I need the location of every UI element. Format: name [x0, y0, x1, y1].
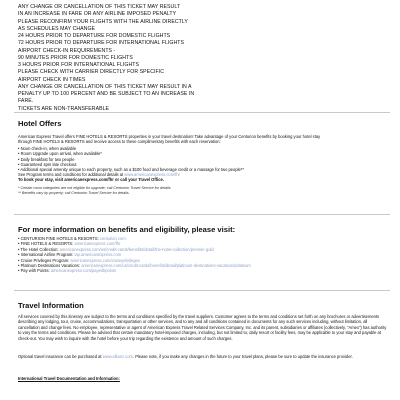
policy-line: 24 HOURS PRIOR TO DEPARTURE FOR DOMESTIC FLIGHTS	[18, 33, 171, 39]
ticket-policy-block	[18, 4, 390, 113]
policy-line: TICKETS ARE NON-TRANSFERABLE	[18, 105, 110, 112]
note-benefits: ** Benefits vary by property; call Centurion Travel Service for details.	[18, 191, 130, 196]
travel-terms-paragraph: All services covered by this itinerary are subject to the terms and conditions specified by the travel suppliers. Customer agrees to the terms and conditions set forth on any brochures or advertisements describing any lodging, tour, cruise, accommodations, transportation or other services, and to any and all conditions contained in documents for any such services including, without limitation, all cancellation and change fees. No employee, representative or agent of American Express Travel Related Services Company, Inc. and its parent, subsidiaries or affiliates (collectively, "Amex") has authority to vary the terms and conditions. Please be advised that certain mandatory hotel-imposed charges, including, but not limited to, daily resort or facility fees, may be applicable to your stay and payable at check-out. You may wish to inquire with the hotel before your trip regarding the existence and amount of such charges.	[18, 314, 387, 341]
policy-line: ANY CHANGE OR CANCELLATION OF THIS TICKET MAY RESULT IN A	[18, 83, 192, 90]
hotel-notes	[18, 186, 390, 197]
benefit-link[interactable]: americanexpress.com/us/credit-cards/benefits/detail/the-hotel-collection/premier-gold	[59, 246, 214, 252]
benefit-link[interactable]: americanexpress.com/cruiseprivileges	[70, 257, 140, 263]
program-terms-text: See Program terms and conditions for additional details at	[18, 172, 125, 177]
hotel-intro	[18, 134, 390, 145]
list-item: • Additional special amenity unique to each property, such as a $100 food and beverage credit or a massage for two people**	[18, 167, 390, 172]
list-item: • Guaranteed 4pm late checkout	[18, 162, 390, 167]
benefit-label: • Platinum Destinations Vacations:	[18, 263, 82, 269]
section-divider	[14, 290, 390, 291]
list-item: • Daily breakfast for two people	[18, 157, 390, 162]
benefit-label: • International Airline Program:	[18, 252, 75, 258]
policy-line: PLEASE CHECK WITH CARRIER DIRECTLY FOR SPECIFIC	[18, 69, 164, 76]
benefit-label: • CENTURION FINE HOTELS & RESORTS:	[18, 236, 100, 241]
hotel-program-terms	[18, 172, 390, 183]
benefit-link[interactable]: centurion.com	[99, 236, 126, 241]
insurance-text-b: . Please note, if you make any changes in the future to your travel plans, please be sure to update the insurance provider.	[132, 354, 353, 359]
benefit-item	[18, 268, 390, 273]
benefit-link[interactable]: americanexpress.com/fhr	[74, 241, 121, 247]
policy-line: FARE.	[18, 98, 34, 105]
travel-info-heading: Travel Information	[18, 301, 84, 310]
note-upgrade: * Certain room categories are not eligible for upgrade; call Centurion Travel Service for details	[18, 186, 171, 190]
benefit-label: • The Hotel Collection:	[18, 246, 60, 252]
hotel-intro-line-1: American Express Travel offers FINE HOTELS & RESORTS properties in your travel destination! Take advantage of your Centurion benefits by booking your hotel stay	[18, 134, 321, 139]
policy-line: PENALTY UP TO 100 PERCENT AND BE SUBJECT TO AN INCREASE IN	[18, 91, 195, 97]
benefit-label: • FINE HOTELS & RESORTS:	[18, 241, 75, 247]
benefit-link[interactable]: iap.americanexpress.com	[74, 252, 122, 258]
section-divider	[14, 214, 390, 215]
benefits-list	[18, 236, 390, 274]
policy-line: ANY CHANGE OR CANCELLATION OF THIS TICKET MAY RESULT	[18, 4, 181, 10]
section-divider	[14, 112, 390, 113]
hotel-offers-section	[18, 119, 390, 128]
travel-terms	[18, 314, 390, 341]
benefit-link[interactable]: americanexpress.com/payeithpoints	[50, 268, 117, 274]
insurance-text-a: Optional travel insurance can be purchased at	[18, 354, 103, 359]
book-stay-line: To book your stay, visit americanexpress.com/fhr or call your Travel Office.	[18, 177, 164, 183]
intl-doc-subsection	[18, 376, 390, 381]
hotel-offers-heading: Hotel Offers	[18, 119, 62, 128]
hotel-benefits-list	[18, 146, 390, 172]
list-item: • Noon check-in, when available	[18, 146, 390, 151]
fhr-link[interactable]: www.americanexpress.com/fhr	[124, 172, 181, 177]
intl-doc-subheading: International Travel Documentation and Information:	[18, 376, 120, 381]
insurance-note	[18, 354, 390, 359]
benefits-section	[18, 225, 390, 234]
benefit-label: • Pay with Points:	[18, 268, 51, 274]
hotel-intro-line-2: through FINE HOTELS & RESORTS and receive access to these complimentary benefits with each reservation:	[18, 139, 221, 145]
allianz-link[interactable]: www.allianz.com	[102, 354, 133, 359]
insurance-paragraph	[18, 354, 390, 359]
policy-line: AS SCHEDULES MAY CHANGE	[18, 25, 96, 32]
policy-line: IN AN INCREASE IN FARE OR ANY AIRLINE IMPOSED PENALTY	[18, 11, 177, 18]
policy-line: AIRPORT CHECK-IN REQUIREMENTS -	[18, 47, 116, 54]
policy-line: PLEASE RECONFIRM YOUR FLIGHTS WITH THE AIRLINE DIRECTLY	[18, 18, 188, 25]
list-item: • Room Upgrade upon arrival, when available*	[18, 151, 390, 156]
benefit-link[interactable]: americanexpress.com/us/credit-cards/benefits/detail/platinum-destinations-vacations/platinum	[81, 263, 251, 269]
policy-line: AIRPORT CHECK IN TIMES	[18, 76, 86, 83]
benefits-heading: For more information on benefits and eligibility, please visit:	[18, 225, 236, 234]
policy-line: 3 HOURS PRIOR FOR INTERNATIONAL FLIGHTS	[18, 62, 139, 68]
benefit-label: • Cruise Privileges Program:	[18, 257, 71, 263]
policy-line: 72 HOURS PRIOR TO DEPARTURE FOR INTERNATIONAL FLIGHTS	[18, 40, 184, 47]
policy-line: 90 MINUTES PRIOR FOR DOMESTIC FLIGHTS	[18, 54, 133, 61]
travel-info-section	[18, 301, 390, 310]
